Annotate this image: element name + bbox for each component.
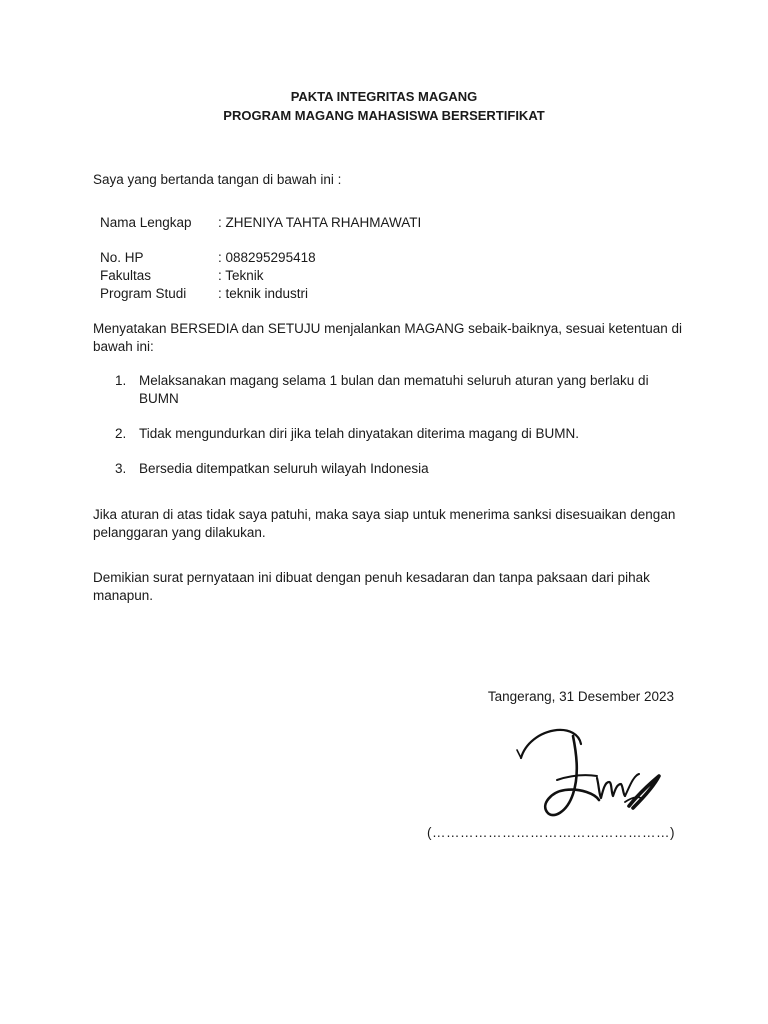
identity-fields	[100, 214, 620, 303]
item-number: 2.	[115, 426, 127, 441]
item-text: Melaksanakan magang selama 1 bulan dan mematuhi seluruh aturan yang berlaku di BUMN	[139, 373, 649, 406]
sanction-paragraph: Jika aturan di atas tidak saya patuhi, maka saya siap untuk menerima sanksi disesuaikan dengan pelanggaran yang dilakukan.	[93, 507, 676, 540]
list-item	[93, 460, 683, 478]
item-text: Bersedia ditempatkan seluruh wilayah Indonesia	[139, 461, 429, 476]
field-row-phone	[100, 249, 620, 267]
signature-line: (……………………………………………)	[427, 825, 675, 840]
item-number: 3.	[115, 461, 127, 476]
statement-text: Menyatakan BERSEDIA dan SETUJU menjalankan MAGANG sebaik-baiknya, sesuai ketentuan di bawah ini:	[93, 321, 683, 354]
item-number: 1.	[115, 373, 127, 388]
phone-value: : 088295295418	[218, 250, 316, 265]
field-row-name	[100, 214, 620, 232]
item-text: Tidak mengundurkan diri jika telah dinyatakan diterima magang di BUMN.	[139, 426, 579, 441]
program-value: : teknik industri	[218, 286, 309, 301]
document-title	[0, 87, 768, 125]
phone-label: No. HP	[100, 250, 144, 265]
program-label: Program Studi	[100, 286, 187, 301]
faculty-label: Fakultas	[100, 268, 152, 283]
title-line-1: PAKTA INTEGRITAS MAGANG	[290, 89, 478, 104]
name-value: : ZHENIYA TAHTA RHAHMAWATI	[218, 215, 422, 230]
terms-list	[93, 372, 683, 495]
handwritten-signature	[513, 716, 669, 826]
list-item	[93, 372, 683, 408]
intro-text: Saya yang bertanda tangan di bawah ini :	[93, 172, 342, 187]
list-item	[93, 425, 683, 443]
closing-paragraph: Demikian surat pernyataan ini dibuat dengan penuh kesadaran dan tanpa paksaan dari pihak manapun.	[93, 570, 650, 603]
field-row-program	[100, 285, 620, 303]
title-line-2: PROGRAM MAGANG MAHASISWA BERSERTIFIKAT	[223, 108, 545, 123]
field-row-faculty	[100, 267, 620, 285]
name-label: Nama Lengkap	[100, 215, 192, 230]
faculty-value: : Teknik	[218, 268, 264, 283]
place-date: Tangerang, 31 Desember 2023	[487, 689, 674, 704]
